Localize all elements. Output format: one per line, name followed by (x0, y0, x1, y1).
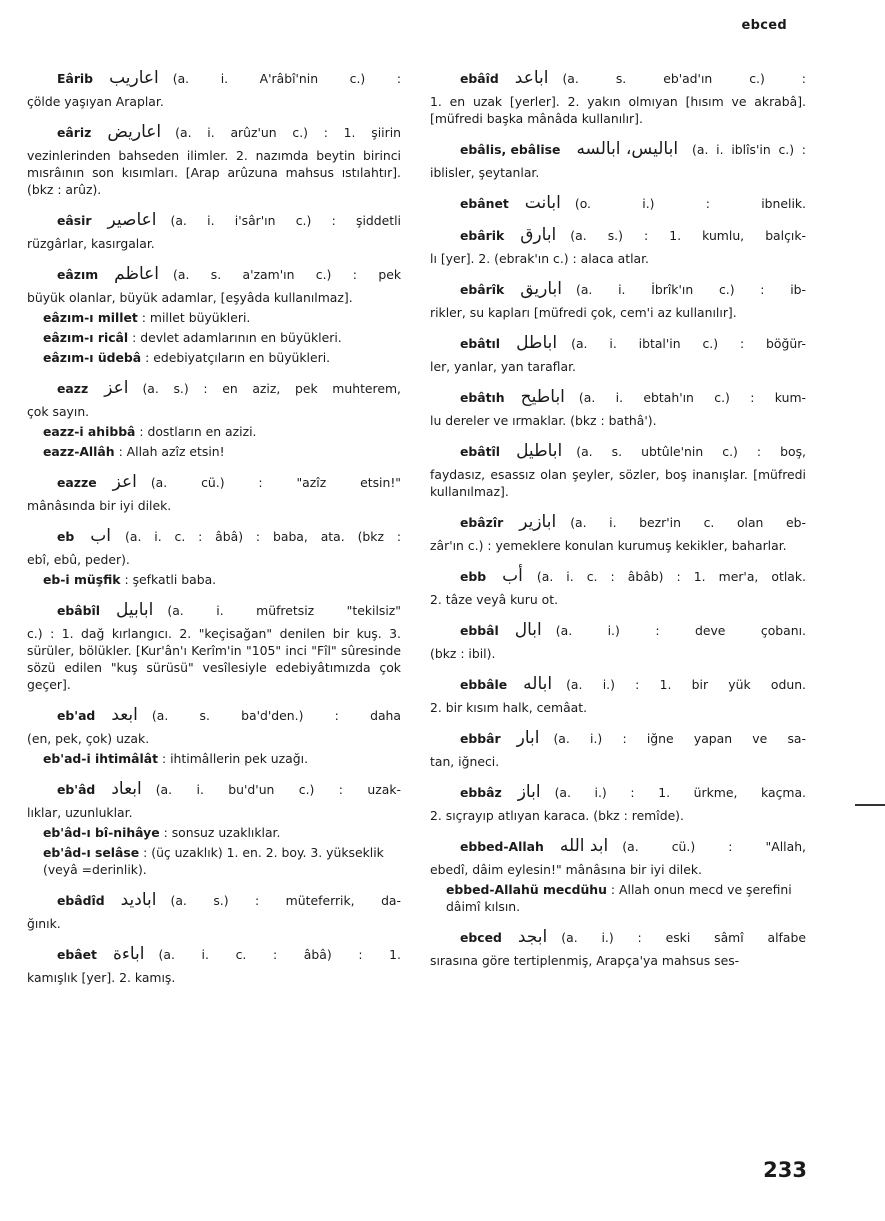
entry-grammar: (a. s.) : müteferrik, da- (170, 893, 401, 908)
dictionary-entry (430, 279, 806, 321)
entry-definition: büyük olanlar, büyük adamlar, [eşyâda kullanılmaz]. (27, 290, 353, 305)
entry-definition: faydasız, esassız olan şeyler, sözler, boş inanışlar. [müfredi kullanılmaz]. (430, 467, 806, 499)
entry-definition: ğınık. (27, 916, 61, 931)
arabic-script: اباز (517, 782, 541, 802)
sub-headword: eazz-Allâh (43, 444, 115, 459)
entry-head (430, 193, 806, 213)
margin-rule (855, 804, 885, 806)
dictionary-entry (430, 441, 806, 500)
entry-definition: (bkz : ibil). (430, 646, 496, 661)
dictionary-entry (430, 836, 806, 915)
headword: eâsir (57, 213, 92, 228)
entry-head (27, 378, 401, 398)
arabic-script: اعز (104, 378, 129, 398)
arabic-script: اباطل (516, 333, 558, 353)
sub-headword: eb'âd-ı bî-nihâye (43, 825, 160, 840)
entry-grammar: (a. i.) : 1. bir yük odun. (566, 677, 806, 692)
sub-definition: : sonsuz uzaklıklar. (163, 825, 281, 840)
dictionary-entry (27, 472, 401, 514)
arabic-script: ابعاد (111, 779, 142, 799)
arabic-script: ابجد (517, 927, 548, 947)
arabic-script: اباديد (120, 890, 157, 910)
entry-grammar: (a. cü.) : "azîz etsin!" (150, 475, 401, 490)
headword: eâriz (57, 125, 92, 140)
entry-definition: ler, yanlar, yan taraflar. (430, 359, 576, 374)
entry-definition: ebedî, dâim eylesin!" mânâsına bir iyi dilek. (430, 862, 702, 877)
sub-headword: eâzım-ı ricâl (43, 330, 129, 345)
headword: eazze (57, 475, 97, 490)
arabic-script: ابار (516, 728, 540, 748)
entry-head (27, 526, 401, 546)
entry-grammar: (a. i. i'sâr'ın c.) : şiddetli (170, 213, 401, 228)
entry-head (430, 68, 806, 88)
headword: ebâtîl (460, 444, 501, 459)
entry-definition: lu dereler ve ırmaklar. (bkz : bathâ'). (430, 413, 657, 428)
entry-definition: sırasına göre tertiplenmiş, Arapça'ya mahsus ses- (430, 953, 740, 968)
headword: ebâzîr (460, 515, 504, 530)
entry-grammar: (a. s.) : 1. kumlu, balçık- (570, 228, 806, 243)
arabic-script: ابعد (111, 705, 138, 725)
entry-definition: 2. sıçrayıp atlıyan karaca. (bkz : remîde). (430, 808, 684, 823)
arabic-script: اب (90, 526, 112, 546)
headword: ebâlis, ebâlise (460, 142, 561, 157)
entry-definition: ebî, ebû, peder). (27, 552, 130, 567)
arabic-script: اعاريض (107, 122, 162, 142)
sub-definition: : dostların en azizi. (139, 424, 257, 439)
sub-definition: : devlet adamlarının en büyükleri. (132, 330, 342, 345)
entry-definition: zâr'ın c.) : yemeklere konulan kurumuş kekikler, baharlar. (430, 538, 787, 553)
entry-grammar: (a. s.) : en aziz, pek muhterem, (142, 381, 401, 396)
sub-entry (27, 309, 401, 326)
entry-head (430, 927, 806, 947)
sub-headword: eâzım-ı millet (43, 310, 138, 325)
entry-head (430, 782, 806, 802)
arabic-script: اعاصير (107, 210, 157, 230)
entry-head (27, 600, 401, 620)
headword: eb'ad (57, 708, 96, 723)
dictionary-entry (430, 333, 806, 375)
entry-definition: (en, pek, çok) uzak. (27, 731, 150, 746)
headword: ebced (460, 930, 502, 945)
arabic-script: اباعد (514, 68, 549, 88)
headword: eâzım (57, 267, 99, 282)
entry-head (27, 122, 401, 142)
headword: ebârîk (460, 282, 505, 297)
entry-grammar: (a. i. ibtal'in c.) : böğür- (571, 336, 806, 351)
entry-head (430, 728, 806, 748)
dictionary-entry (27, 526, 401, 588)
entry-grammar: (a. cü.) : "Allah, (622, 839, 806, 854)
arabic-script: اباءة (112, 944, 145, 964)
dictionary-entry (430, 782, 806, 824)
dictionary-entry (27, 944, 401, 986)
sub-entry (27, 329, 401, 346)
arabic-script: اعاظم (114, 264, 160, 284)
entry-grammar: (a. i. iblîs'in c.) : (692, 142, 806, 157)
headword: ebbed-Allah (460, 839, 544, 854)
arabic-script: ابال (514, 620, 542, 640)
entry-grammar: (a. s. a'zam'ın c.) : pek (173, 267, 401, 282)
entry-head (27, 779, 401, 799)
entry-definition: 2. tâze veyâ kuru ot. (430, 592, 559, 607)
entry-grammar: (a. i. müfretsiz "tekilsiz" (167, 603, 401, 618)
dictionary-entry (430, 728, 806, 770)
sub-headword: eb'ad-i ihtimâlât (43, 751, 159, 766)
arabic-script: اباله (523, 674, 553, 694)
entry-head (430, 512, 806, 532)
arabic-script: اباطيل (516, 441, 563, 461)
left-column (27, 68, 401, 998)
entry-definition: tan, iğneci. (430, 754, 500, 769)
sub-definition: : Allah onun mecd ve şerefini dâimî kılsın. (446, 882, 792, 914)
running-head: ebced (741, 18, 787, 33)
entry-head (430, 279, 806, 299)
entry-grammar: (a. i. bu'd'un c.) : uzak- (155, 782, 401, 797)
entry-head (430, 387, 806, 407)
dictionary-entry (430, 674, 806, 716)
dictionary-entry (430, 68, 806, 127)
dictionary-entry (430, 927, 806, 969)
sub-headword: eazz-i ahibbâ (43, 424, 136, 439)
entry-grammar: (a. i. c. : âbâ) : 1. (158, 947, 401, 962)
dictionary-entry (27, 779, 401, 878)
entry-head (27, 264, 401, 284)
entry-definition: rikler, su kapları [müfredi çok, cem'i az kullanılır]. (430, 305, 737, 320)
entry-grammar: (a. i.) : 1. ürkme, kaçma. (554, 785, 806, 800)
entry-definition: lıklar, uzunluklar. (27, 805, 133, 820)
dictionary-entry (27, 600, 401, 693)
entry-definition: 2. bir kısım halk, cemâat. (430, 700, 588, 715)
sub-definition: : Allah azîz etsin! (118, 444, 225, 459)
sub-entry (430, 881, 806, 915)
arabic-script: اعاريب (109, 68, 159, 88)
entry-grammar: (a. s. ba'd'den.) : daha (151, 708, 401, 723)
dictionary-entry (27, 264, 401, 366)
entry-head (430, 441, 806, 461)
entry-head (27, 210, 401, 230)
entry-head (430, 674, 806, 694)
entry-grammar: (a. i.) : iğne yapan ve sa- (553, 731, 806, 746)
arabic-script: اباطيح (520, 387, 565, 407)
entry-definition: çölde yaşıyan Araplar. (27, 94, 164, 109)
sub-headword: ebbed-Allahü mecdühu (446, 882, 607, 897)
entry-grammar: (a. i. c. : âbâ) : baba, ata. (bkz : (125, 529, 401, 544)
headword: eazz (57, 381, 89, 396)
entry-definition: vezinlerinden bahseden ilimler. 2. nazımda beytin birinci mısrâının son kısımları. [Arap arûzuna mahsus ıstılahtır]. (bkz : arûz). (27, 148, 401, 197)
headword: ebâbîl (57, 603, 100, 618)
headword: ebârik (460, 228, 505, 243)
arabic-script: ابازير (519, 512, 557, 532)
sub-definition: : millet büyükleri. (141, 310, 251, 325)
entry-grammar: (a. i.) : deve çobanı. (555, 623, 806, 638)
dictionary-entry (430, 512, 806, 554)
dictionary-entry (430, 225, 806, 267)
entry-grammar: (a. s. ubtûle'nin c.) : boş, (576, 444, 806, 459)
entry-head (430, 333, 806, 353)
entry-grammar: (a. i. bezr'in c. olan eb- (570, 515, 806, 530)
sub-definition: : (üç uzaklık) 1. en. 2. boy. 3. yükseklik (veyâ =derinlik). (43, 845, 384, 877)
entry-grammar: (a. i. ebtah'ın c.) : kum- (578, 390, 806, 405)
entry-definition: mânâsında bir iyi dilek. (27, 498, 172, 513)
headword: eb (57, 529, 75, 544)
arabic-script: ابابيل (116, 600, 154, 620)
headword: ebbâr (460, 731, 501, 746)
entry-head (430, 836, 806, 856)
entry-head (27, 890, 401, 910)
entry-definition: rüzgârlar, kasırgalar. (27, 236, 155, 251)
arabic-script: ابد الله (559, 836, 609, 856)
sub-entry (27, 423, 401, 440)
dictionary-entry (430, 566, 806, 608)
sub-entry (27, 844, 401, 878)
entry-grammar: (a. i. arûz'un c.) : 1. şiirin (175, 125, 401, 140)
entry-definition: kamışlık [yer]. 2. kamış. (27, 970, 176, 985)
dictionary-entry (430, 139, 806, 181)
dictionary-entry (430, 193, 806, 213)
dictionary-entry (430, 387, 806, 429)
headword: ebb (460, 569, 487, 584)
headword: Eârib (57, 71, 94, 86)
arabic-script: ابارق (520, 225, 557, 245)
entry-head (27, 472, 401, 492)
entry-grammar: (a. i.) : eski sâmî alfabe (561, 930, 806, 945)
entry-head (430, 620, 806, 640)
sub-headword: eb-i müşfik (43, 572, 121, 587)
entry-definition: çok sayın. (27, 404, 90, 419)
arabic-script: أب (502, 566, 523, 586)
arabic-script: اعز (112, 472, 137, 492)
headword: ebânet (460, 196, 509, 211)
dictionary-entry (430, 620, 806, 662)
entry-head (430, 566, 806, 586)
entry-definition: c.) : 1. dağ kırlangıcı. 2. "keçisağan" denilen bir kuş. 3. sürüler, bölükler. [Kur'ân'ı Kerîm'in "105" inci "Fîl" sûresinde sözü edilen "kuş sürüsü" vesîlesiyle edebiyâtımızda çok geçer]. (27, 626, 401, 692)
entry-head (430, 225, 806, 245)
headword: eb'âd (57, 782, 96, 797)
entry-grammar: (a. s. eb'ad'ın c.) : (562, 71, 806, 86)
sub-definition: : edebiyatçıların en büyükleri. (145, 350, 331, 365)
sub-entry (27, 824, 401, 841)
entry-definition: lı [yer]. 2. (ebrak'ın c.) : alaca atlar. (430, 251, 649, 266)
arabic-script: اباليس، ابالسه (576, 139, 679, 159)
headword: ebâtıl (460, 336, 501, 351)
headword: ebbâz (460, 785, 502, 800)
headword: ebâîd (460, 71, 499, 86)
entry-head (27, 944, 401, 964)
entry-grammar: (a. i. A'râbî'nin c.) : (172, 71, 401, 86)
entry-head (27, 705, 401, 725)
sub-definition: : şefkatli baba. (124, 572, 217, 587)
right-column (430, 68, 806, 981)
headword: ebbâle (460, 677, 508, 692)
page-number: 233 (763, 1158, 807, 1182)
entry-definition: iblisler, şeytanlar. (430, 165, 540, 180)
headword: ebâet (57, 947, 97, 962)
sub-entry (27, 349, 401, 366)
entry-definition: 1. en uzak [yerler]. 2. yakın olmıyan [hısım ve akrabâ]. [müfredi başka mânâda kullanılır]. (430, 94, 806, 126)
sub-entry (27, 750, 401, 767)
entry-grammar: (a. i. İbrîk'ın c.) : ib- (576, 282, 806, 297)
headword: ebbâl (460, 623, 499, 638)
entry-grammar: (a. i. c. : âbâb) : 1. mer'a, otlak. (536, 569, 806, 584)
sub-entry (27, 571, 401, 588)
entry-head (430, 139, 806, 159)
sub-definition: : ihtimâllerin pek uzağı. (162, 751, 309, 766)
headword: ebâdîd (57, 893, 105, 908)
arabic-script: ابانت (524, 193, 561, 213)
dictionary-entry (27, 122, 401, 198)
dictionary-entry (27, 705, 401, 767)
sub-entry (27, 443, 401, 460)
dictionary-entry (27, 378, 401, 460)
sub-headword: eâzım-ı üdebâ (43, 350, 142, 365)
entry-grammar: (o. i.) : ibnelik. (574, 196, 806, 211)
dictionary-entry (27, 68, 401, 110)
entry-head (27, 68, 401, 88)
arabic-script: اباريق (520, 279, 562, 299)
dictionary-entry (27, 210, 401, 252)
sub-headword: eb'âd-ı selâse (43, 845, 140, 860)
dictionary-entry (27, 890, 401, 932)
headword: ebâtıh (460, 390, 505, 405)
